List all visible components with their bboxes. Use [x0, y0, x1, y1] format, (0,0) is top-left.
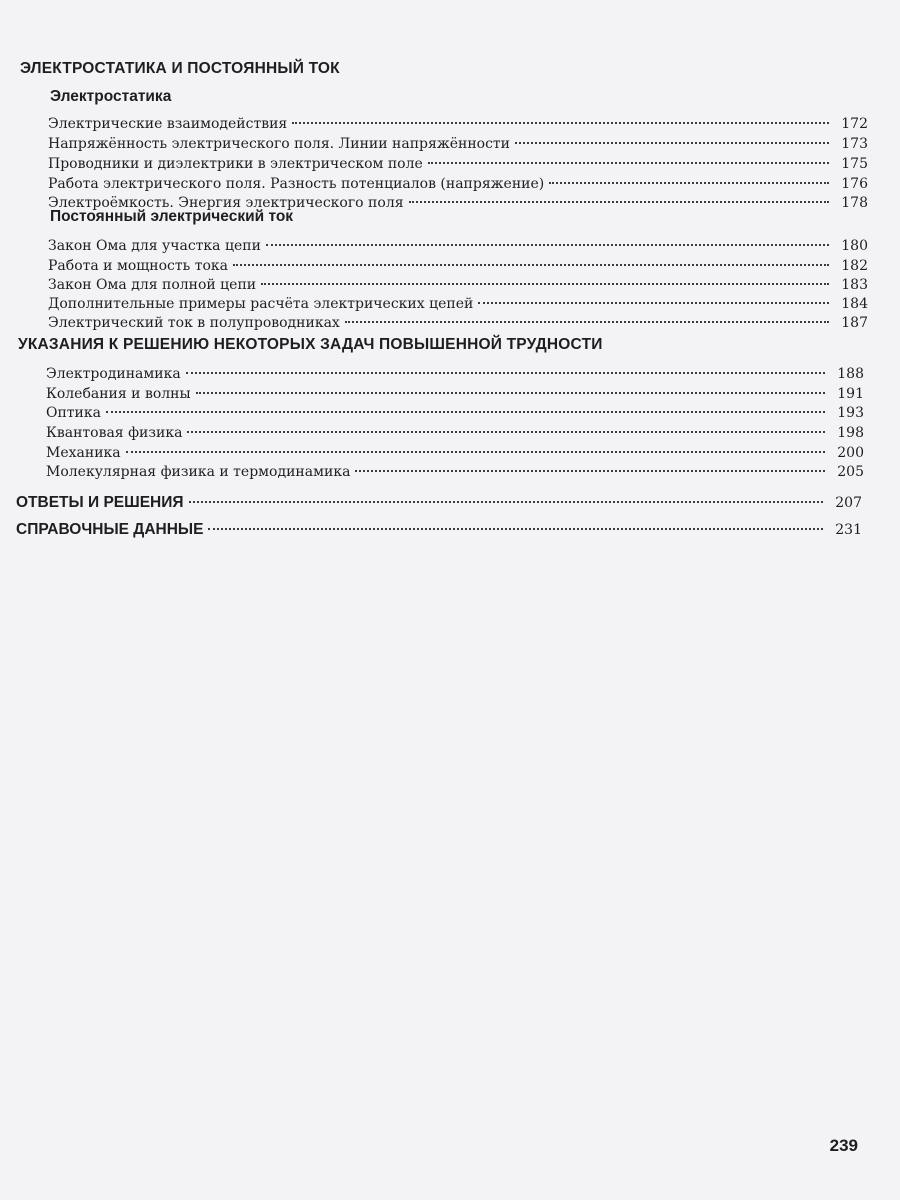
toc-entry-page: 184 [841, 296, 868, 312]
toc-entry-title: СПРАВОЧНЫЕ ДАННЫЕ [16, 520, 204, 538]
toc-entry-title: Квантовая физика [46, 425, 183, 441]
toc-entry-page: 172 [841, 116, 868, 132]
toc-entry [46, 460, 864, 480]
toc-entry-page: 207 [835, 494, 862, 511]
toc-entry-page: 183 [841, 277, 868, 293]
subsection-heading-direct-current: Постоянный электрический ток [50, 208, 294, 225]
toc-entry-page: 175 [841, 156, 868, 172]
dot-leader [196, 378, 825, 394]
toc-entry-title: Закон Ома для полной цепи [48, 277, 257, 293]
dot-leader [233, 250, 829, 266]
toc-entry-page: 176 [841, 176, 868, 192]
dot-leader [187, 417, 825, 433]
toc-entry-title: ОТВЕТЫ И РЕШЕНИЯ [16, 493, 184, 511]
toc-entry-title: Механика [46, 445, 121, 461]
toc-entry-title: Оптика [46, 405, 101, 421]
dot-leader [409, 187, 829, 203]
toc-entry-title: Проводники и диэлектрики в электрическом поле [48, 156, 423, 172]
toc-entry-page: 188 [837, 366, 864, 382]
toc-entry-page: 180 [841, 238, 868, 254]
toc-entry-answers [16, 489, 862, 509]
dot-leader [189, 485, 823, 503]
toc-entry-title: Электродинамика [46, 366, 181, 382]
toc-entry-page: 182 [841, 258, 868, 274]
subsection-heading-electrostatics: Электростатика [50, 88, 172, 105]
toc-entry-title: Дополнительные примеры расчёта электрических цепей [48, 296, 474, 312]
dot-leader [478, 288, 829, 304]
dot-leader [106, 397, 825, 413]
toc-entry-page: 205 [837, 464, 864, 480]
dot-leader [186, 358, 825, 374]
toc-entry-title: Электрические взаимодействия [48, 116, 288, 132]
dot-leader [208, 512, 823, 530]
toc-entry-title: Работа и мощность тока [48, 258, 228, 274]
toc-entry-title: Молекулярная физика и термодинамика [46, 464, 351, 480]
toc-entry-page: 187 [841, 315, 868, 331]
section-heading-electrostatics-dc: ЭЛЕКТРОСТАТИКА И ПОСТОЯННЫЙ ТОК [20, 60, 340, 77]
toc-entry-title: Электроёмкость. Энергия электрического поля [48, 195, 404, 211]
dot-leader [428, 148, 829, 164]
toc-entry-title: Работа электрического поля. Разность потенциалов (напряжение) [48, 176, 545, 192]
toc-entry-title: Закон Ома для участка цепи [48, 238, 261, 254]
dot-leader [345, 307, 829, 323]
section-heading-hard-problems: УКАЗАНИЯ К РЕШЕНИЮ НЕКОТОРЫХ ЗАДАЧ ПОВЫШЕННОЙ ТРУДНОСТИ [18, 336, 603, 353]
toc-entry-page: 191 [837, 386, 864, 402]
dot-leader [266, 230, 829, 246]
toc-entry-title: Колебания и волны [46, 386, 191, 402]
toc-entry-page: 193 [837, 405, 864, 421]
dot-leader [126, 437, 825, 453]
toc-entry-page: 198 [837, 425, 864, 441]
toc-entry-page: 231 [835, 521, 862, 538]
toc-entry [48, 311, 868, 331]
dot-leader [549, 168, 829, 184]
toc-entry-title: Напряжённость электрического поля. Линии напряжённости [48, 136, 510, 152]
dot-leader [355, 456, 825, 472]
toc-entry-page: 173 [841, 136, 868, 152]
toc-entry-page: 178 [841, 195, 868, 211]
toc-entry-page: 200 [837, 445, 864, 461]
page-number: 239 [829, 1136, 858, 1155]
dot-leader [515, 128, 829, 144]
toc-entry-reference-data [16, 516, 862, 536]
dot-leader [292, 108, 829, 124]
toc-entry-title: Электрический ток в полупроводниках [48, 315, 340, 331]
dot-leader [261, 269, 829, 285]
